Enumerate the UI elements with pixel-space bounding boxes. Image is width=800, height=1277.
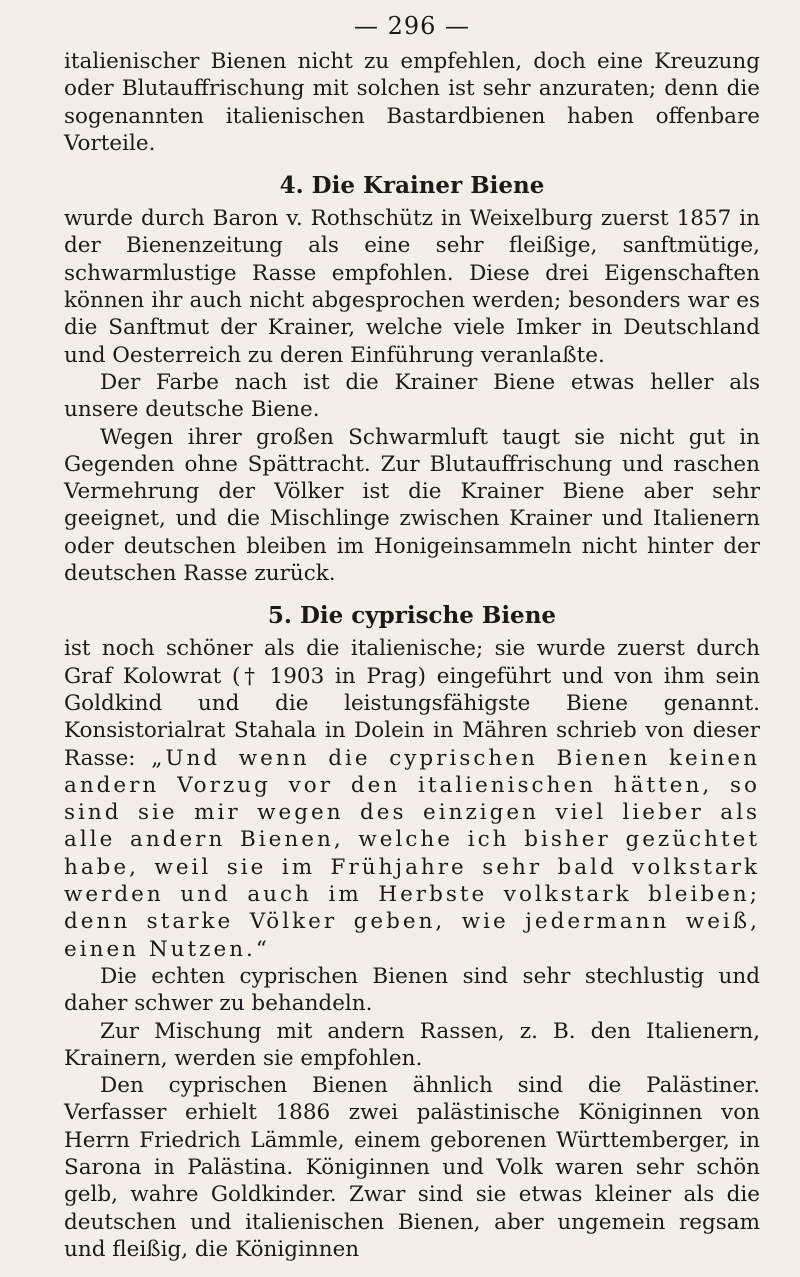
paragraph-krainer-swarm: Wegen ihrer großen Schwarmluft taugt sie nicht gut in Gegenden ohne Spättracht. Zur Blutauffrischung und raschen Vermehrung der Völker ist die Krainer Biene aber sehr geeignet, und die Mischlinge zwischen Krainer und Italienern oder deutschen bleiben im Honigeinsammeln nicht hinter der deutschen Rasse zurück. [64, 424, 760, 587]
cyprian-intro-text: ist noch schöner als die italienische; sie wurde zuerst durch Graf Kolowrat († 1903 in Prag) eingeführt und von ihm sein Goldkind und die leistungsfähigste Biene genannt. Konsistorialrat Stahala in Dolein in Mähren schrieb von dieser Rasse: [64, 636, 760, 771]
paragraph-krainer-color: Der Farbe nach ist die Krainer Biene etwas heller als unsere deutsche Biene. [64, 369, 760, 423]
section-heading-krainer: 4. Die Krainer Biene [279, 172, 545, 200]
paragraph-cyprian-mixing: Zur Mischung mit andern Rassen, z. B. den Italienern, Krainern, werden sie empfohlen. [64, 1018, 760, 1071]
paragraph-krainer-intro: wurde durch Baron v. Rothschütz in Weixelburg zuerst 1857 in der Bienenzeitung als eine sehr fleißige, sanftmütige, schwarmlustige Rasse empfohlen. Diese drei Eigenschaften können ihr auch nicht abgesprochen werden; besonders war es die Sanftmut der Krainer, welche viele Imker in Deutschland und Oesterreich zu deren Einführung veranlaßte. [64, 206, 760, 368]
section-heading-cyprian: 5. Die cyprische Biene [267, 602, 557, 630]
paragraph-palestinian: Den cyprischen Bienen ähnlich sind die Palästiner. Verfasser erhielt 1886 zwei palästinische Königinnen von Herrn Friedrich Lämmle, einem geborenen Württemberger, in Sarona in Palästina. Königinnen und Volk waren sehr schön gelb, wahre Goldkinder. Zwar sind sie etwas kleiner als die deutschen und italienischen Bienen, aber ungemein regsam und fleißig, die Königinnen [64, 1073, 760, 1262]
stahala-quote: „Und wenn die cyprischen Bienen keinen andern Vorzug vor den italienischen hätten, so sind sie mir wegen des einzigen viel lieber als alle andern Bienen, welche ich bisher gezüchtet habe, weil sie im Frühjahre sehr bald volkstark werden und auch im Herbste volkstark bleiben; denn starke Völker geben, wie jedermann weiß, einen Nutzen.“ [64, 745, 760, 962]
paragraph-cyprian-intro [64, 635, 760, 963]
paragraph-continuation: italienischer Bienen nicht zu empfehlen, doch eine Kreuzung oder Blutauffrischung mit solchen ist sehr anzuraten; denn die sogenannten italienischen Bastardbienen haben offenbare Vorteile. [64, 49, 760, 156]
paragraph-cyprian-temper: Die echten cyprischen Bienen sind sehr stechlustig und daher schwer zu behandeln. [64, 963, 760, 1017]
page-number-header: — 296 — [353, 12, 471, 40]
